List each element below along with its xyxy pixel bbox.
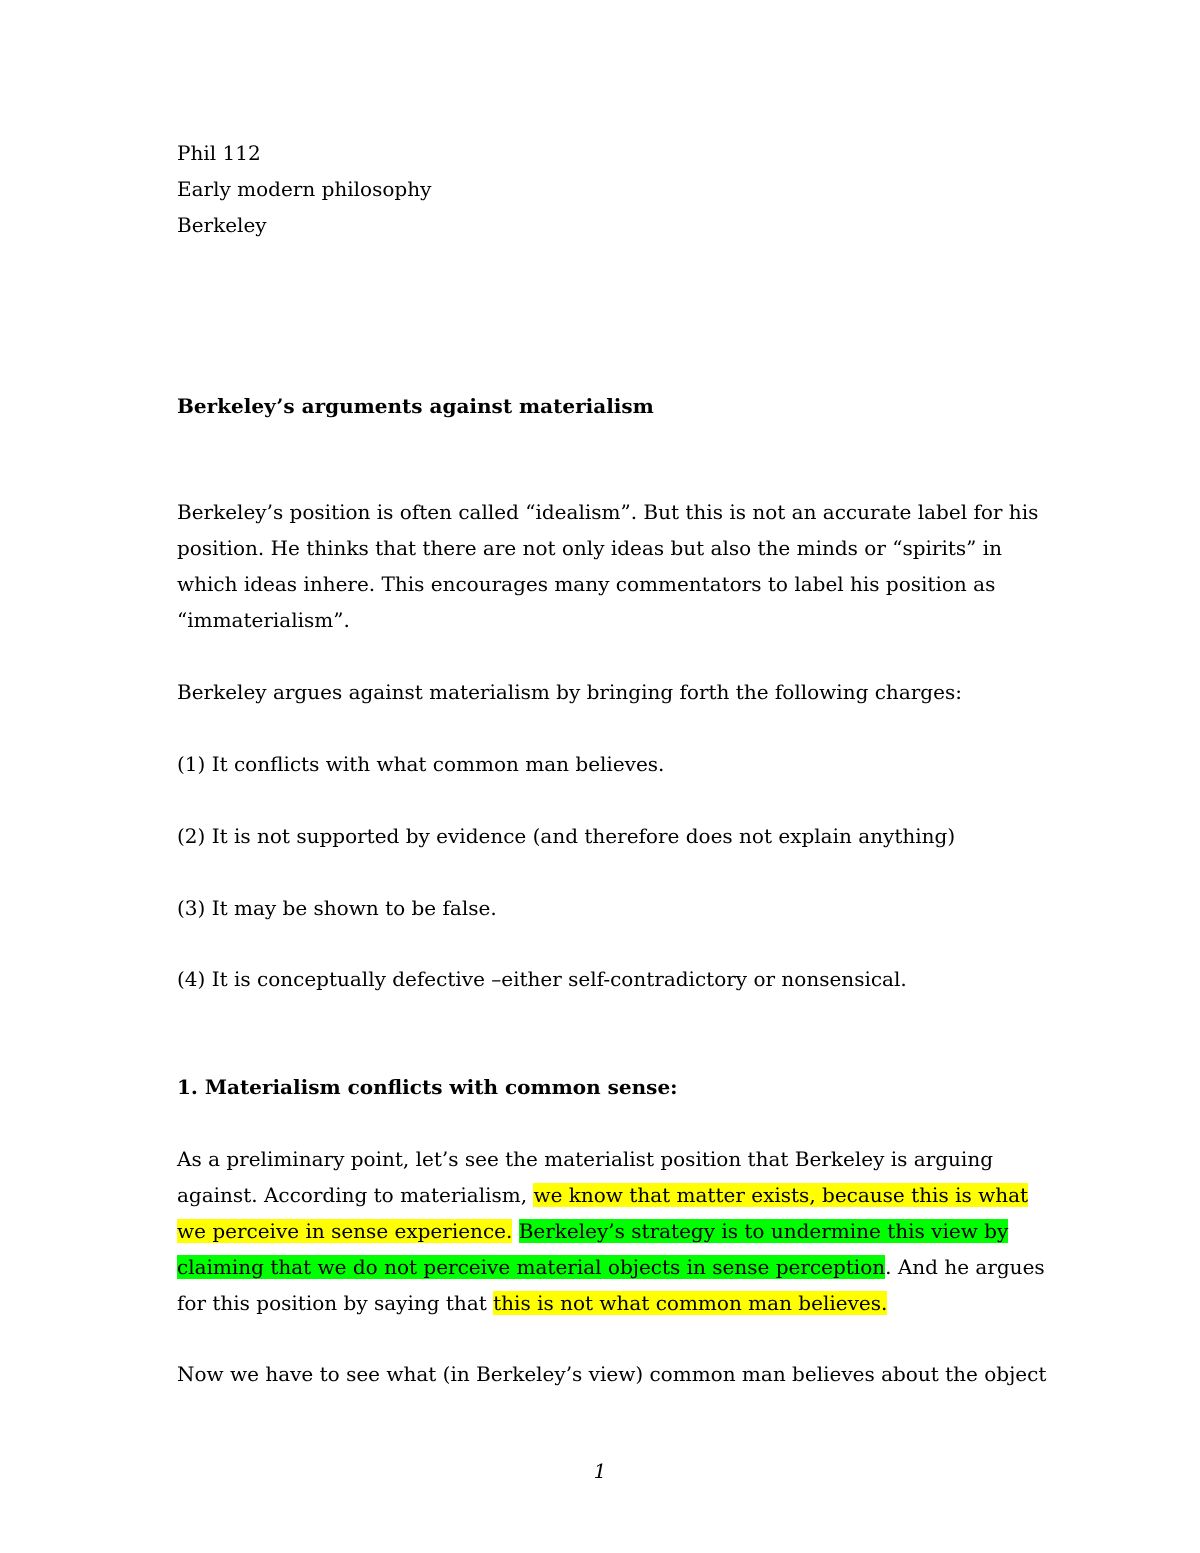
paragraph-line: As a preliminary point, let’s see the materialist position that Berkeley is arguing <box>177 1147 993 1171</box>
paragraph-line <box>177 1218 1008 1244</box>
intro-line-1: Berkeley’s position is often called “idealism”. But this is not an accurate label for his <box>177 500 1039 524</box>
green-highlight: Berkeley’s strategy is to undermine this view by <box>518 1219 1009 1243</box>
paragraph-line <box>177 1254 1045 1280</box>
charge-item: (4) It is conceptually defective –either self-contradictory or nonsensical. <box>177 967 907 991</box>
charge-item: (3) It may be shown to be false. <box>177 896 497 920</box>
course-subject: Early modern philosophy <box>177 177 432 201</box>
paragraph-line <box>177 1182 1028 1208</box>
plain-text: . And he argues <box>885 1255 1045 1279</box>
yellow-highlight: we know that matter exists, because this is what <box>533 1183 1029 1207</box>
course-code: Phil 112 <box>177 141 261 165</box>
charge-item: (1) It conflicts with what common man believes. <box>177 752 665 776</box>
plain-text <box>512 1219 518 1243</box>
plain-text: for this position by saying that <box>177 1291 494 1315</box>
plain-text: against. According to materialism, <box>177 1183 534 1207</box>
section-heading: 1. Materialism conflicts with common sense: <box>177 1075 678 1099</box>
paragraph-line <box>177 1290 887 1316</box>
yellow-highlight: this is not what common man believes. <box>493 1291 888 1315</box>
charge-item: (2) It is not supported by evidence (and therefore does not explain anything) <box>177 824 956 848</box>
yellow-highlight: we perceive in sense experience. <box>177 1219 513 1243</box>
course-topic: Berkeley <box>177 213 267 237</box>
paragraph-line: Now we have to see what (in Berkeley’s view) common man believes about the object <box>177 1362 1047 1386</box>
charges-intro: Berkeley argues against materialism by bringing forth the following charges: <box>177 680 962 704</box>
page-number: 1 <box>593 1459 607 1483</box>
intro-line-2: position. He thinks that there are not only ideas but also the minds or “spirits” in <box>177 536 1003 560</box>
green-highlight: claiming that we do not perceive material objects in sense perception <box>177 1255 886 1279</box>
intro-line-4: “immaterialism”. <box>177 608 350 632</box>
document-title: Berkeley’s arguments against materialism <box>177 394 654 418</box>
intro-line-3: which ideas inhere. This encourages many commentators to label his position as <box>177 572 996 596</box>
